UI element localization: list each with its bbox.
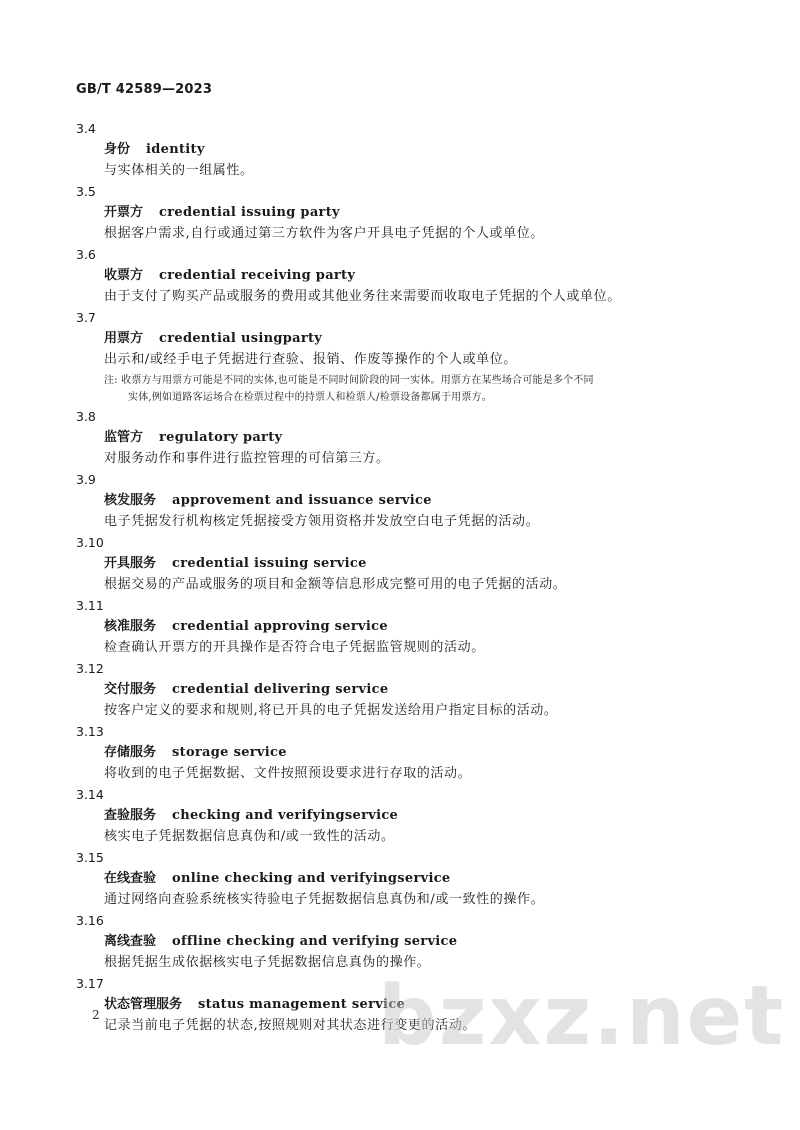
page-number: 2: [92, 1008, 100, 1022]
term-entry: [76, 246, 736, 309]
term-title: [104, 429, 282, 447]
note-line: 实体,例如道路客运场合在检票过程中的持票人和检票人/检票设备都属于用票方。: [128, 392, 492, 403]
term-number: 3.5: [76, 184, 96, 199]
term-chinese: 离线查验: [104, 934, 157, 949]
term-title: [104, 204, 340, 222]
term-chinese: 开票方: [104, 205, 144, 220]
term-definition: 根据交易的产品或服务的项目和金额等信息形成完整可用的电子凭据的活动。: [104, 577, 567, 592]
term-definition: 通过网络向查验系统核实待验电子凭据数据信息真伪和/或一致性的操作。: [104, 892, 545, 907]
term-chinese: 监管方: [104, 430, 144, 445]
note-line: 注: 收票方与用票方可能是不同的实体,也可能是不同时间阶段的同一实体。用票方在某些场合可能是多个不同: [104, 375, 594, 386]
term-note: [104, 372, 694, 406]
term-number: 3.13: [76, 724, 104, 739]
term-definition: 出示和/或经手电子凭据进行查验、报销、作废等操作的个人或单位。: [104, 352, 517, 367]
term-english: identity: [146, 142, 205, 157]
term-entry: [76, 597, 736, 660]
term-chinese: 状态管理服务: [104, 997, 183, 1012]
term-english: storage service: [172, 745, 287, 760]
term-definition: 记录当前电子凭据的状态,按照规则对其状态进行变更的活动。: [104, 1018, 476, 1033]
term-number: 3.9: [76, 472, 96, 487]
term-number: 3.11: [76, 598, 104, 613]
term-entry: [76, 849, 736, 912]
term-english: credential receiving party: [159, 268, 356, 283]
term-entry: [76, 471, 736, 534]
term-entry: [76, 786, 736, 849]
term-english: credential usingparty: [159, 331, 323, 346]
term-definition: 根据凭据生成依据核实电子凭据数据信息真伪的操作。: [104, 955, 431, 970]
term-title: [104, 681, 388, 699]
term-definition: 对服务动作和事件进行监控管理的可信第三方。: [104, 451, 390, 466]
term-number: 3.4: [76, 121, 96, 136]
term-title: [104, 555, 367, 573]
term-english: status management service: [198, 997, 406, 1012]
term-number: 3.16: [76, 913, 104, 928]
term-title: [104, 870, 450, 888]
term-title: [104, 141, 205, 159]
term-definition: 根据客户需求,自行或通过第三方软件为客户开具电子凭据的个人或单位。: [104, 226, 544, 241]
term-number: 3.7: [76, 310, 96, 325]
term-title: [104, 618, 388, 636]
term-chinese: 核准服务: [104, 619, 157, 634]
term-english: regulatory party: [159, 430, 283, 445]
term-entry: [76, 408, 736, 471]
standard-code: GB/T 42589—2023: [76, 82, 213, 97]
term-entry: [76, 975, 736, 1038]
term-entry: [76, 660, 736, 723]
term-title: [104, 492, 432, 510]
term-definition: 电子凭据发行机构核定凭据接受方领用资格并发放空白电子凭据的活动。: [104, 514, 540, 529]
term-chinese: 收票方: [104, 268, 144, 283]
term-definition: 由于支付了购买产品或服务的费用或其他业务往来需要而收取电子凭据的个人或单位。: [104, 289, 621, 304]
term-entry: [76, 723, 736, 786]
term-chinese: 身份: [104, 142, 131, 157]
term-english: credential issuing party: [159, 205, 340, 220]
term-english: offline checking and verifying service: [172, 934, 458, 949]
term-title: [104, 330, 322, 348]
term-title: [104, 933, 457, 951]
term-entry: [76, 534, 736, 597]
term-definition: 检查确认开票方的开具操作是否符合电子凭据监管规则的活动。: [104, 640, 485, 655]
term-english: credential delivering service: [172, 682, 389, 697]
term-chinese: 开具服务: [104, 556, 157, 571]
term-title: [104, 807, 398, 825]
term-chinese: 用票方: [104, 331, 144, 346]
term-english: credential issuing service: [172, 556, 367, 571]
term-chinese: 查验服务: [104, 808, 157, 823]
term-number: 3.17: [76, 976, 104, 991]
term-definition: 将收到的电子凭据数据、文件按照预设要求进行存取的活动。: [104, 766, 472, 781]
term-chinese: 在线查验: [104, 871, 157, 886]
term-entry: [76, 183, 736, 246]
term-definition: 核实电子凭据数据信息真伪和/或一致性的活动。: [104, 829, 395, 844]
terms-list: [76, 120, 736, 1038]
term-number: 3.14: [76, 787, 104, 802]
term-number: 3.10: [76, 535, 104, 550]
term-definition: 与实体相关的一组属性。: [104, 163, 254, 178]
term-chinese: 存储服务: [104, 745, 157, 760]
term-entry: [76, 120, 736, 183]
term-entry: [76, 309, 736, 408]
term-english: credential approving service: [172, 619, 388, 634]
term-number: 3.6: [76, 247, 96, 262]
term-entry: [76, 912, 736, 975]
term-title: [104, 996, 405, 1014]
term-english: online checking and verifyingservice: [172, 871, 451, 886]
term-english: approvement and issuance service: [172, 493, 432, 508]
term-title: [104, 267, 355, 285]
term-definition: 按客户定义的要求和规则,将已开具的电子凭据发送给用户指定目标的活动。: [104, 703, 558, 718]
term-title: [104, 744, 287, 762]
term-number: 3.12: [76, 661, 104, 676]
term-chinese: 交付服务: [104, 682, 157, 697]
term-number: 3.8: [76, 409, 96, 424]
term-chinese: 核发服务: [104, 493, 157, 508]
term-number: 3.15: [76, 850, 104, 865]
watermark: bzxz.net: [378, 969, 786, 1064]
term-english: checking and verifyingservice: [172, 808, 399, 823]
